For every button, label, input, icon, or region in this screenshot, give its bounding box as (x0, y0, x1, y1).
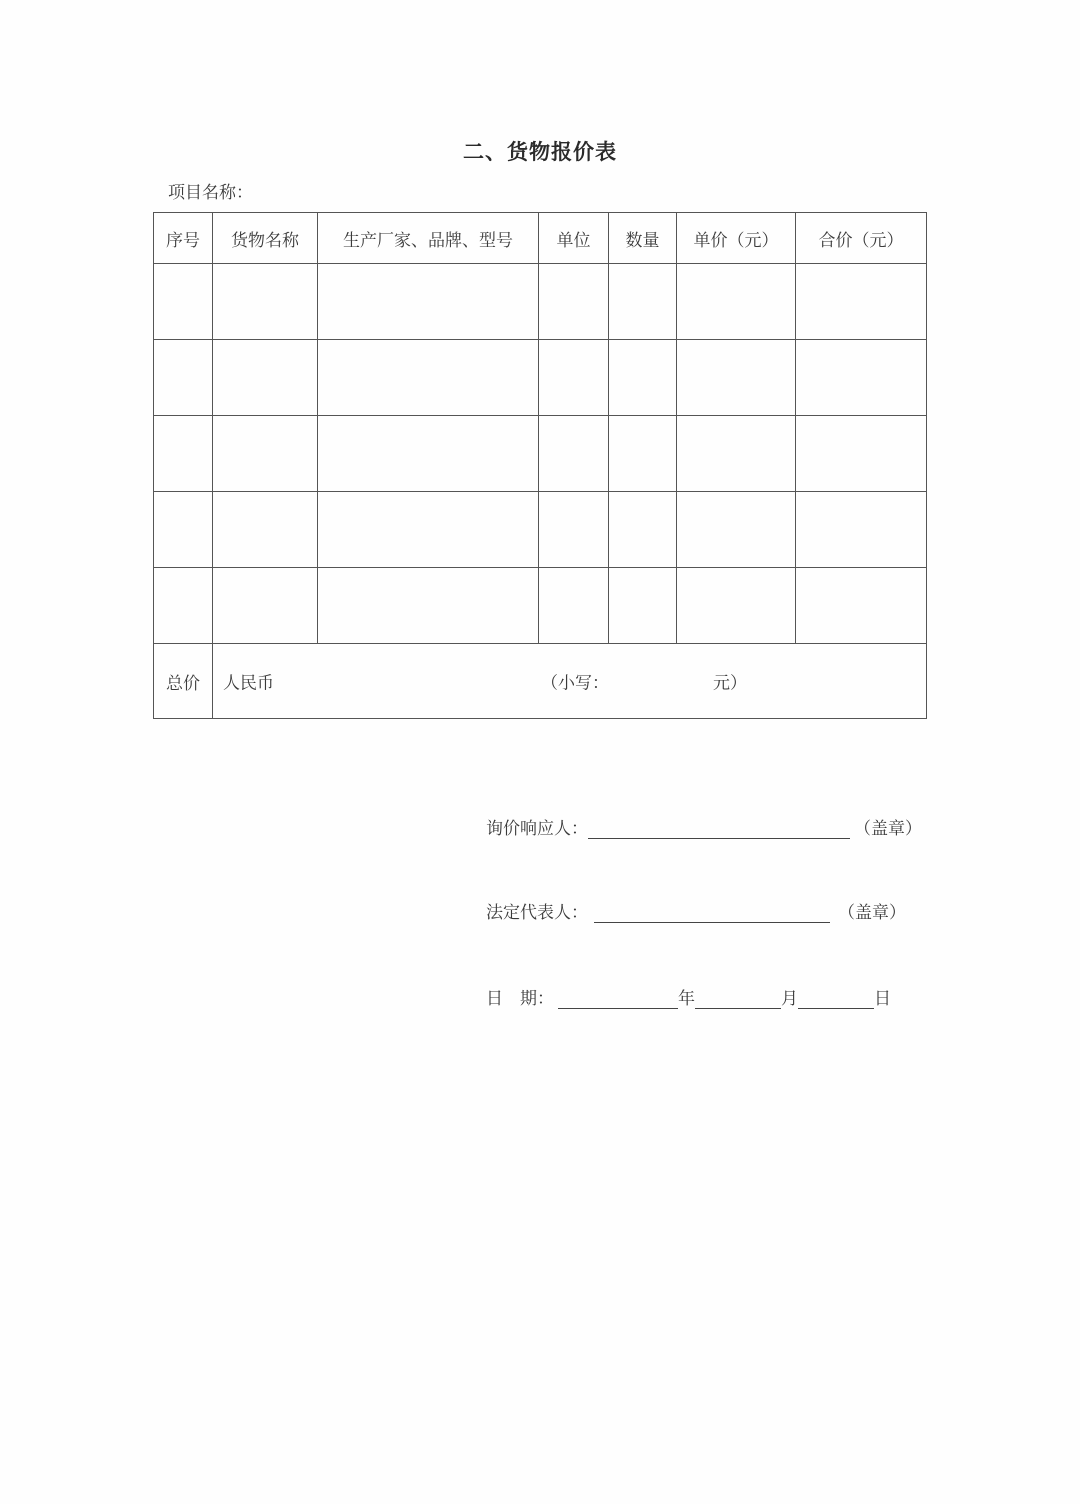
header-goods-name: 货物名称 (213, 213, 318, 264)
legal-representative-blank[interactable] (594, 902, 830, 923)
table-cell[interactable] (318, 416, 539, 492)
header-total-price: 合价（元） (796, 213, 927, 264)
total-price-row (154, 644, 927, 719)
legal-representative-seal-label: （盖章） (838, 903, 906, 923)
legal-representative-signature-line (486, 897, 906, 923)
table-cell[interactable] (318, 568, 539, 644)
table-cell[interactable] (609, 340, 677, 416)
table-row (154, 416, 927, 492)
header-serial-number: 序号 (154, 213, 213, 264)
year-label: 年 (678, 989, 695, 1009)
year-blank[interactable] (558, 988, 678, 1009)
table-cell[interactable] (539, 416, 609, 492)
table-cell[interactable] (796, 416, 927, 492)
table-cell[interactable] (318, 492, 539, 568)
table-cell[interactable] (154, 416, 213, 492)
table-cell[interactable] (609, 264, 677, 340)
table-cell[interactable] (539, 340, 609, 416)
lowercase-amount-label: （小写： (541, 673, 609, 694)
table-cell[interactable] (539, 568, 609, 644)
table-cell[interactable] (677, 492, 796, 568)
project-name-label: 项目名称： (168, 183, 253, 203)
table-cell[interactable] (539, 492, 609, 568)
table-cell[interactable] (609, 568, 677, 644)
table-cell[interactable] (154, 492, 213, 568)
date-line (486, 983, 891, 1009)
lowercase-unit-label: 元） (713, 673, 747, 694)
table-cell[interactable] (796, 340, 927, 416)
table-cell[interactable] (539, 264, 609, 340)
table-cell[interactable] (213, 264, 318, 340)
header-manufacturer-brand-model: 生产厂家、品牌、型号 (318, 213, 539, 264)
table-row (154, 340, 927, 416)
month-label: 月 (781, 989, 798, 1009)
document-title: 二、货物报价表 (463, 139, 617, 164)
day-blank[interactable] (798, 988, 874, 1009)
table-cell[interactable] (677, 340, 796, 416)
table-cell[interactable] (213, 340, 318, 416)
table-cell[interactable] (796, 492, 927, 568)
header-quantity: 数量 (609, 213, 677, 264)
table-cell[interactable] (609, 492, 677, 568)
table-cell[interactable] (213, 416, 318, 492)
header-unit: 单位 (539, 213, 609, 264)
table-cell[interactable] (154, 264, 213, 340)
respondent-blank[interactable] (588, 818, 850, 839)
day-label: 日 (874, 989, 891, 1009)
table-cell[interactable] (677, 264, 796, 340)
date-label: 日 期： (486, 989, 554, 1009)
table-cell[interactable] (677, 568, 796, 644)
respondent-signature-line (486, 813, 922, 839)
table-row (154, 264, 927, 340)
table-cell[interactable] (318, 340, 539, 416)
table-row (154, 492, 927, 568)
header-unit-price: 单价（元） (677, 213, 796, 264)
table-cell[interactable] (609, 416, 677, 492)
quotation-table (153, 212, 927, 719)
table-cell[interactable] (318, 264, 539, 340)
table-header-row (154, 213, 927, 264)
total-price-content[interactable] (213, 644, 927, 719)
legal-representative-label: 法定代表人： (486, 903, 588, 923)
rmb-label: 人民币 (223, 673, 274, 694)
table-cell[interactable] (796, 264, 927, 340)
table-cell[interactable] (677, 416, 796, 492)
table-cell[interactable] (213, 568, 318, 644)
table-cell[interactable] (154, 340, 213, 416)
table-cell[interactable] (796, 568, 927, 644)
table-cell[interactable] (154, 568, 213, 644)
total-price-label: 总价 (154, 644, 213, 719)
respondent-seal-label: （盖章） (854, 819, 922, 839)
month-blank[interactable] (695, 988, 781, 1009)
respondent-label: 询价响应人： (486, 819, 588, 839)
table-row (154, 568, 927, 644)
table-cell[interactable] (213, 492, 318, 568)
